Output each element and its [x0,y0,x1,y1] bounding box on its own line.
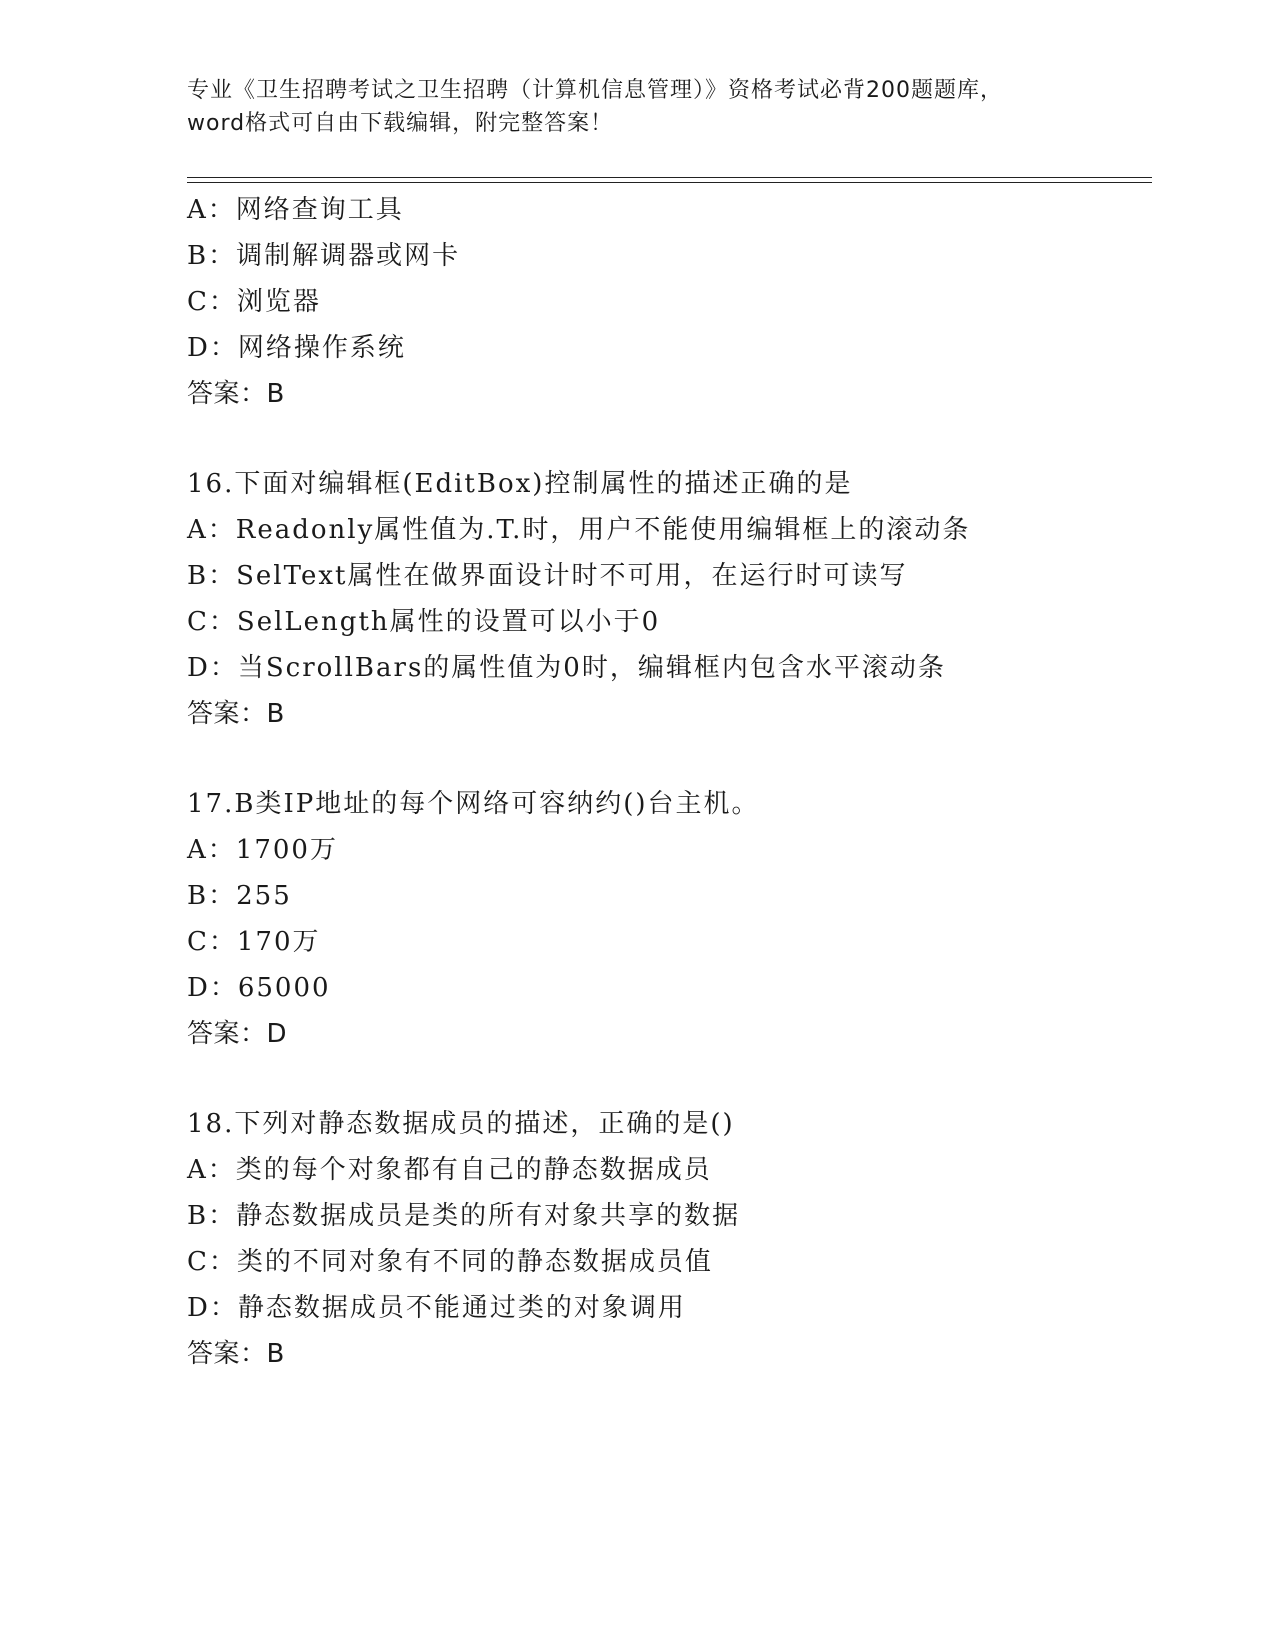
header-line-1: 专业《卫生招聘考试之卫生招聘（计算机信息管理）》资格考试必背200题题库， [187,78,1003,103]
option-c: C：170万 [187,927,321,957]
option-b: B：SelText属性在做界面设计时不可用，在运行时可读写 [187,561,908,591]
option-d: D：65000 [187,973,331,1003]
option-c: C：浏览器 [187,287,321,317]
question-text: 17.B类IP地址的每个网络可容纳约()台主机。 [187,789,760,819]
option-d: D：静态数据成员不能通过类的对象调用 [187,1293,686,1323]
option-c: C：SelLength属性的设置可以小于0 [187,607,661,637]
option-b: B：255 [187,881,292,911]
answer-line: 答案：D [187,1019,288,1049]
question-text: 18.下列对静态数据成员的描述，正确的是() [187,1109,735,1139]
question-text: 16.下面对编辑框(EditBox)控制属性的描述正确的是 [187,469,853,499]
option-d: D：网络操作系统 [187,333,406,363]
header-divider [187,177,1152,183]
question-16-block [187,461,1147,737]
answer-line: 答案：B [187,1339,285,1369]
option-b: B：静态数据成员是类的所有对象共享的数据 [187,1201,741,1231]
option-c: C：类的不同对象有不同的静态数据成员值 [187,1247,713,1277]
option-b: B：调制解调器或网卡 [187,241,461,271]
question-15-block [187,187,1147,417]
question-18-block [187,1101,1147,1377]
option-a: A：Readonly属性值为.T.时，用户不能使用编辑框上的滚动条 [187,515,971,545]
option-a: A：网络查询工具 [187,195,404,225]
answer-line: 答案：B [187,699,285,729]
header-line-2: word格式可自由下载编辑，附完整答案！ [187,111,614,136]
question-17-block [187,781,1147,1057]
document-header [187,74,1087,140]
question-list [187,187,1147,1421]
option-a: A：类的每个对象都有自己的静态数据成员 [187,1155,712,1185]
answer-line: 答案：B [187,379,285,409]
option-a: A：1700万 [187,835,338,865]
option-d: D：当ScrollBars的属性值为0时，编辑框内包含水平滚动条 [187,653,946,683]
